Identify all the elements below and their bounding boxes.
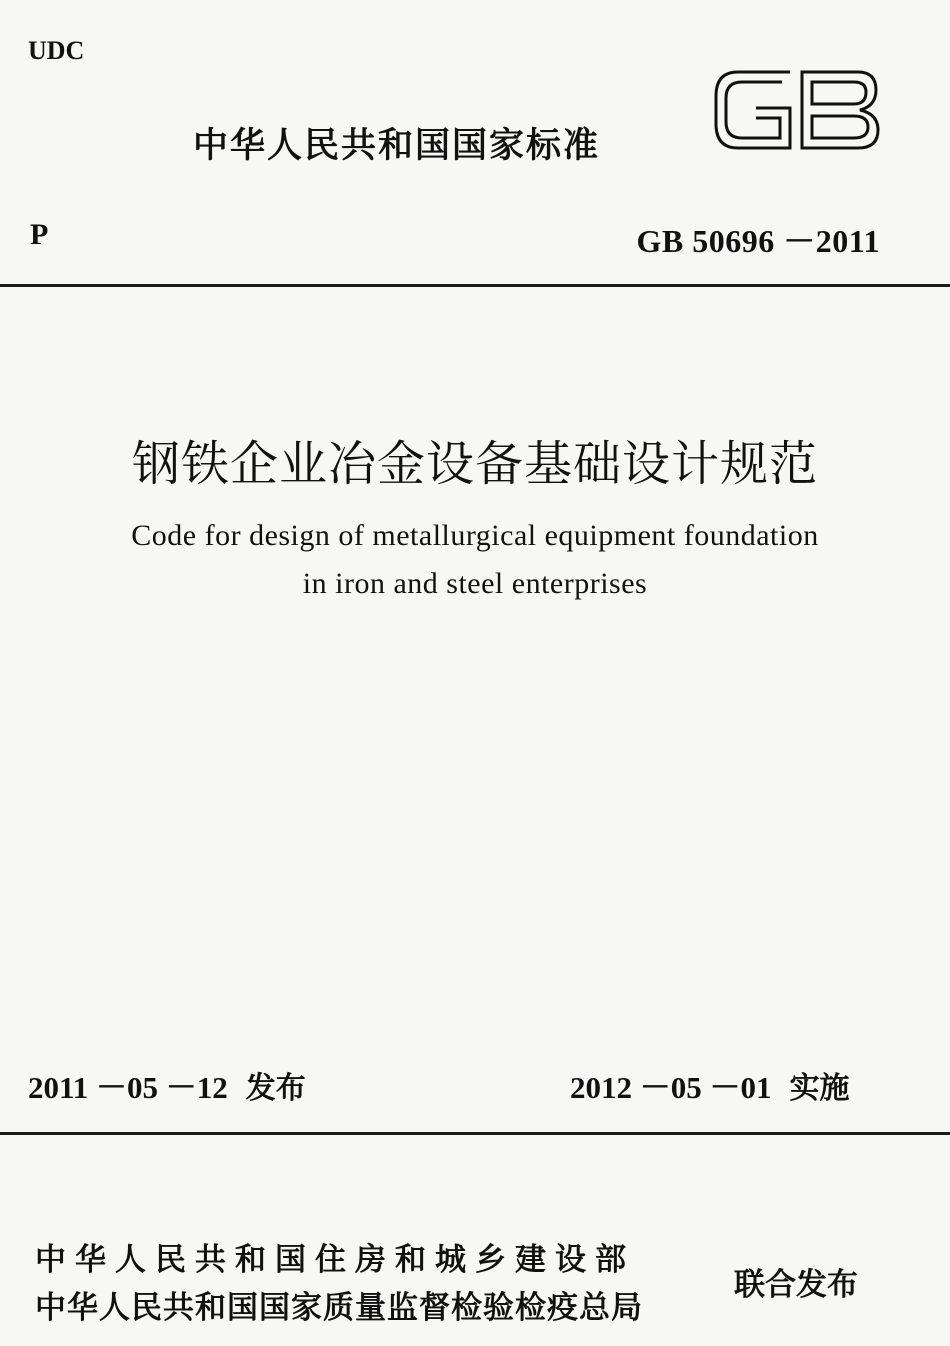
title-chinese: 钢铁企业冶金设备基础设计规范 <box>131 436 818 492</box>
effective-date-block <box>570 1062 850 1107</box>
udc-label: UDC <box>28 36 85 65</box>
effective-date: 2012 －05 －01 <box>570 1070 772 1105</box>
gb-logo <box>708 62 884 158</box>
title-english-line2: in iron and steel enterprises <box>302 567 648 600</box>
category-code: P <box>30 218 49 251</box>
title-english-line1: Code for design of metallurgical equipment foundation <box>131 519 819 552</box>
issuer-aqsiq: 中华人民共和国国家质量监督检验检疫总局 <box>35 1290 643 1326</box>
top-divider <box>0 284 950 287</box>
effective-label: 实施 <box>789 1071 850 1106</box>
issuer-ministry: 中华人民共和国住房和城乡建设部 <box>35 1242 635 1278</box>
issue-date: 2011 －05 －12 <box>28 1070 228 1105</box>
bottom-divider <box>0 1132 950 1135</box>
standard-number: GB 50696 －2011 <box>636 223 880 259</box>
issue-label: 发布 <box>245 1071 306 1106</box>
joint-issue-label: 联合发布 <box>734 1267 858 1303</box>
standard-type-heading: 中华人民共和国国家标准 <box>193 126 601 166</box>
issue-date-block <box>28 1062 306 1107</box>
